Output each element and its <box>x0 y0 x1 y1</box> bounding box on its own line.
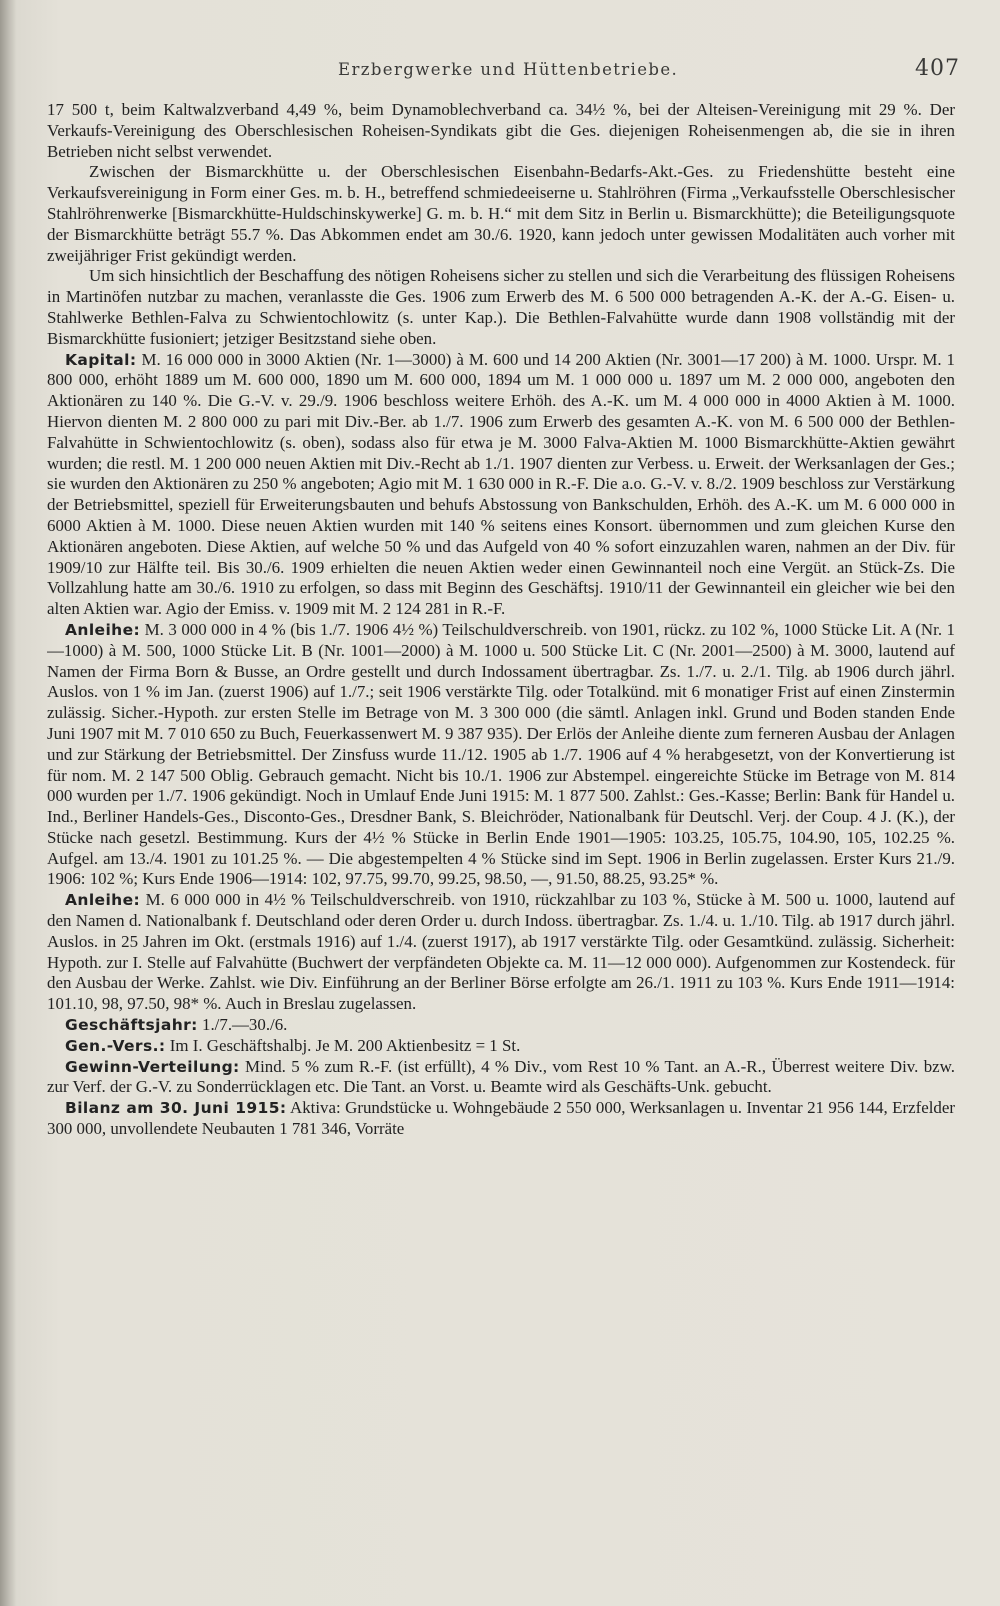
section-kapital <box>47 350 955 620</box>
page-number: 407 <box>915 56 960 81</box>
paragraph-text: Um sich hinsichtlich der Beschaffung des nötigen Roheisens sicher zu stellen und sich die Verarbeitung des flüssigen Roheisens in Martinöfen nutzbar zu machen, veranlasste die Ges. 1906 zum Erwerb des M. 6 500 000 betragenden A.-K. der A.-G. Eisen- u. Stahlwerke Bethlen-Falva zu Schwientochlowitz (s. unter Kap.). Die Bethlen-Falvahütte wurde dann 1908 vollständig mit der Bismarckhütte fusioniert; jetziger Besitzstand siehe oben. <box>47 266 955 348</box>
section-text: Mind. 5 % zum R.-F. (ist erfüllt), 4 % Div., vom Rest 10 % Tant. an A.-R., Überrest weitere Div. bzw. zur Verf. der G.-V. zu Sonderrücklagen etc. Die Tant. an Vorst. u. Beamte wird als Geschäfts-Unk. gebucht. <box>47 1056 955 1097</box>
paragraph-continuation <box>47 100 955 162</box>
section-label: Gen.-Vers.: <box>65 1036 166 1055</box>
section-text: Im I. Geschäftshalbj. Je M. 200 Aktienbesitz = 1 St. <box>169 1035 521 1055</box>
section-text: Aktiva: Grundstücke u. Wohngebäude 2 550 000, Werksanlagen u. Inventar 21 956 144, Erzfelder 300 000, unvollendete Neubauten 1 781 346, Vorräte <box>47 1098 955 1139</box>
paragraph-verkaufsvereinigung <box>47 162 955 266</box>
text-block <box>47 100 955 1586</box>
section-text: M. 6 000 000 in 4½ % Teilschuldverschreib. von 1910, rückzahlbar zu 103 %, Stücke à M. 500 u. 1000, lautend auf den Namen d. Nationalbank f. Deutschland oder deren Order u. durch Indoss. übertragbar. Zs. 1./4. u. 1./10. Tilg. ab 1917 durch jährl. Auslos. in 25 Jahren im Okt. (erstmals 1916) auf 1./4. (zuerst 1917), ab 1917 verstärkte Tilg. oder Gesamtkünd. zulässig. Sicherheit: Hypoth. zur I. Stelle auf Falvahütte (Buchwert der verpfändeten Objekte ca. M. 11—12 000 000). Aufgenommen zur Kostendeck. für den Ausbau der Werke. Zahlst. wie Div. Einführung an der Berliner Börse erfolgte am 26./1. 1911 zu 103 %. Kurs Ende 1911—1914: 101.10, 98, 97.50, 98* %. Auch in Breslau zugelassen. <box>47 890 955 1014</box>
section-anleihe-1910 <box>47 890 955 1015</box>
page-binding-shadow <box>0 0 16 1606</box>
section-bilanz <box>47 1098 955 1140</box>
section-text: 1./7.—30./6. <box>202 1015 288 1035</box>
page-header <box>0 54 1000 94</box>
section-gen-vers <box>47 1036 955 1057</box>
section-anleihe-1901 <box>47 620 955 890</box>
section-label: Kapital: <box>65 350 137 369</box>
section-text: M. 16 000 000 in 3000 Aktien (Nr. 1—3000) à M. 600 und 14 200 Aktien (Nr. 3001—17 200) à M. 1000. Urspr. M. 1 800 000, erhöht 1889 um M. 600 000, 1890 um M. 600 000, 1894 um M. 1 000 000 u. 1897 um M. 2 000 000, angeboten den Aktionären zu 140 %. Die G.-V. v. 29./9. 1906 beschloss weitere Erhöh. des A.-K. um M. 4 000 000 in 4000 Aktien à M. 1000. Hiervon dienten M. 2 800 000 zu pari mit Div.-Ber. ab 1./7. 1906 zum Erwerb des gesamten A.-K. von M. 6 500 000 der Bethlen-Falvahütte in Schwientochlowitz (s. oben), sodass also für etwa je M. 3000 Falva-Aktien M. 1000 Bismarckhütte-Aktien gewährt wurden; die restl. M. 1 200 000 neuen Aktien mit Div.-Recht ab 1./1. 1907 dienten zur Verbess. u. Erweit. der Werksanlagen der Ges.; sie wurden den Aktionären zu 250 % angeboten; Agio mit M. 1 630 000 in R.-F. Die a.o. G.-V. v. 8./2. 1909 beschloss zur Verstärkung der Betriebsmittel, speziell für Erweiterungsbauten und behufs Abstossung von Bankschulden, Erhöh. des A.-K. um M. 6 000 000 in 6000 Aktien à M. 1000. Diese neuen Aktien wurden mit 140 % seitens eines Konsort. übernommen und zum gleichen Kurse den Aktionären angeboten. Diese Aktien, auf welche 50 % und das Aufgeld von 40 % sofort einzuzahlen waren, nahmen an der Div. für 1909/10 zur Hälfte teil. Bis 30./6. 1909 erhielten die neuen Aktien weder einen Gewinnanteil noch eine Vergüt. an Stück-Zs. Die Vollzahlung hatte am 30./6. 1910 zu erfolgen, so dass mit Beginn des Geschäftsj. 1910/11 der Gewinnanteil ein gleicher wie bei den alten Aktien war. Agio der Emiss. v. 1909 mit M. 2 124 281 in R.-F. <box>47 349 955 619</box>
section-geschaeftsjahr <box>47 1015 955 1036</box>
section-gewinn-verteilung <box>47 1057 955 1099</box>
section-label: Gewinn-Verteilung: <box>65 1057 240 1076</box>
section-text: M. 3 000 000 in 4 % (bis 1./7. 1906 4½ %) Teilschuldverschreib. von 1901, rückz. zu 102 %, 1000 Stücke Lit. A (Nr. 1—1000) à M. 500, 1000 Stücke Lit. B (Nr. 1001—2000) à M. 1000 u. 500 Stücke Lit. C (Nr. 2001—2500) à M. 3000, lautend auf Namen der Firma Born & Busse, an Ordre gestellt und durch Indossament übertragbar. Zs. 1./7. u. 2./1. Tilg. ab 1906 durch jährl. Auslos. von 1 % im Jan. (zuerst 1906) auf 1./7.; seit 1906 verstärkte Tilg. oder Totalkünd. mit 6 monatiger Frist auf einen Zinstermin zulässig. Sicher.-Hypoth. zur ersten Stelle im Betrage von M. 3 300 000 (die sämtl. Anlagen inkl. Grund und Boden standen Ende Juni 1907 mit M. 7 010 650 zu Buch, Feuerkassenwert M. 9 387 935). Der Erlös der Anleihe diente zum ferneren Ausbau der Anlagen und zur Stärkung der Betriebsmittel. Der Zinsfuss wurde 11./12. 1905 ab 1./7. 1906 auf 4 % herabgesetzt, von der Konvertierung ist für nom. M. 2 147 500 Oblig. Gebrauch gemacht. Nicht bis 10./1. 1906 zur Abstempel. eingereichte Stücke im Betrage von M. 814 000 wurden per 1./7. 1906 gekündigt. Noch in Umlauf Ende Juni 1915: M. 1 877 500. Zahlst.: Ges.-Kasse; Berlin: Bank für Handel u. Ind., Berliner Handels-Ges., Disconto-Ges., Dresdner Bank, S. Bleichröder, Nationalbank für Deutschl. Verj. der Coup. 4 J. (K.), der Stücke nach gesetzl. Bestimmung. Kurs der 4½ % Stücke in Berlin Ende 1901—1905: 103.25, 105.75, 104.90, 105, 102.25 %. Aufgel. am 13./4. 1901 zu 101.25 %. — Die abgestempelten 4 % Stücke sind im Sept. 1906 in Berlin zugelassen. Erster Kurs 21./9. 1906: 102 %; Kurs Ende 1906—1914: 102, 97.75, 99.70, 99.25, 98.50, —, 91.50, 88.25, 93.25* %. <box>47 619 955 889</box>
paragraph-roheisen <box>47 266 955 349</box>
section-label: Anleihe: <box>65 620 141 639</box>
section-label: Anleihe: <box>65 891 141 910</box>
paragraph-text: 17 500 t, beim Kaltwalzverband 4,49 %, beim Dynamoblechverband ca. 34½ %, bei der Alteisen-Vereinigung mit 29 %. Der Verkaufs-Vereinigung des Oberschlesischen Roheisen-Syndikats gibt die Ges. diejenigen Roheisenmengen ab, die sie in ihren Betrieben nicht selbst verwendet. <box>47 100 955 161</box>
running-head: Erzbergwerke und Hüttenbetriebe. <box>338 60 679 79</box>
paragraph-text: Zwischen der Bismarckhütte u. der Oberschlesischen Eisenbahn-Bedarfs-Akt.-Ges. zu Friedenshütte besteht eine Verkaufsvereinigung in Form einer Ges. m. b. H., betreffend schmiedeeiserne u. Stahlröhren (Firma „Verkaufsstelle Oberschlesischer Stahlröhrenwerke [Bismarckhütte-Huldschinskywerke] G. m. b. H.“ mit dem Sitz in Berlin u. Bismarckhütte); die Beteiligungsquote der Bismarckhütte beträgt 55.7 %. Das Abkommen endet am 30./6. 1920, kann jedoch unter gewissen Modalitäten auch vorher mit zweijähriger Frist gekündigt werden. <box>47 162 955 265</box>
section-label: Bilanz am 30. Juni 1915: <box>65 1099 287 1118</box>
section-label: Geschäftsjahr: <box>65 1016 198 1035</box>
